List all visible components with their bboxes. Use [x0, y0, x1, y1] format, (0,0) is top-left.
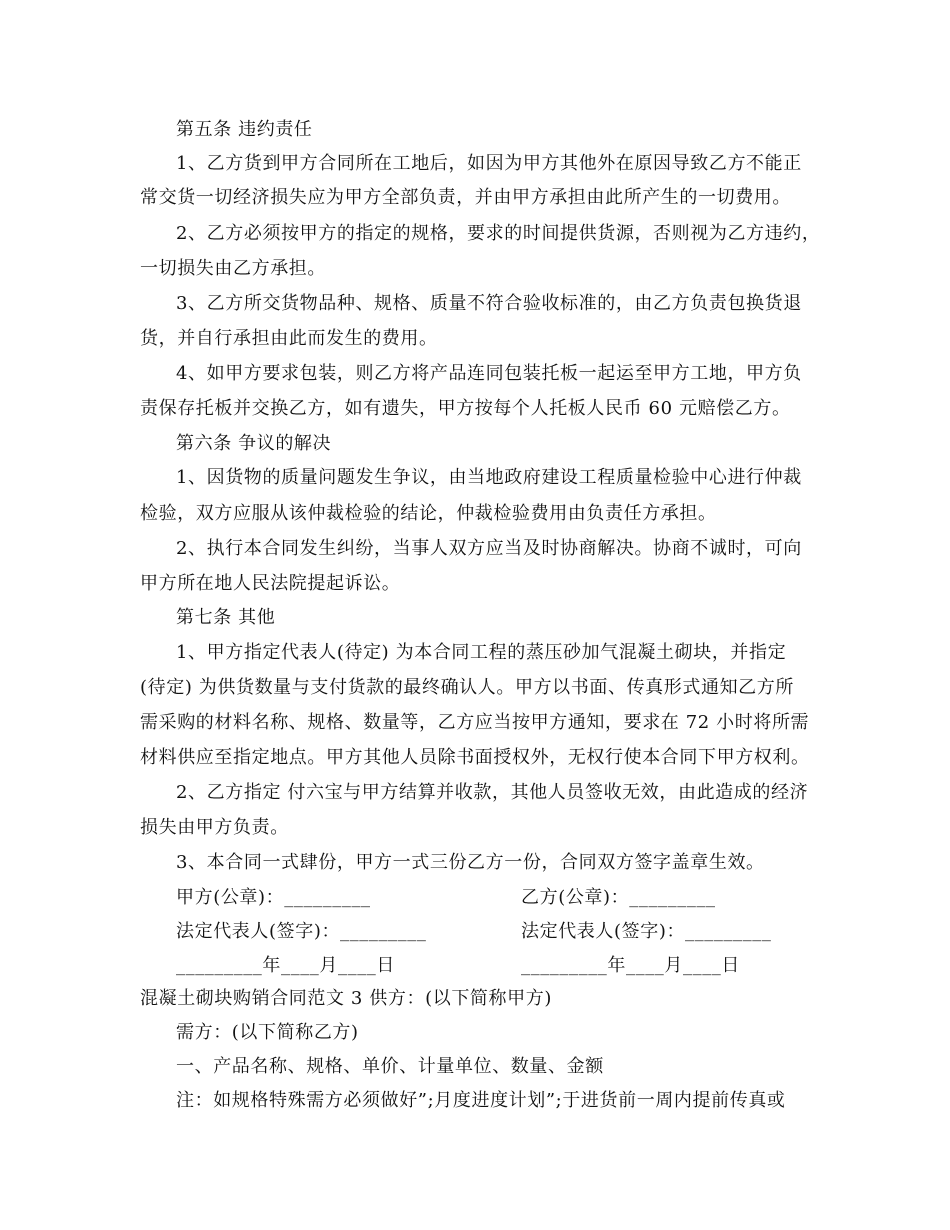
- paragraph-line: 一切损失由乙方承担。: [140, 258, 326, 279]
- party-b-date-field: _________年____月____日: [521, 955, 740, 976]
- party-a-seal-field: 甲方(公章)：_________: [176, 887, 371, 908]
- paragraph-line: 注：如规格特殊需方必须做好”;月度进度计划”;于进货前一周内提前传真或: [176, 1090, 786, 1111]
- paragraph-line: 需方：(以下简称乙方): [176, 1022, 359, 1043]
- paragraph-line: 2、乙方必须按甲方的指定的规格，要求的时间提供货源，否则视为乙方违约，: [176, 223, 820, 244]
- party-a-rep-field: 法定代表人(签字)：_________: [176, 921, 427, 942]
- paragraph-line: 甲方所在地人民法院提起诉讼。: [140, 573, 401, 594]
- paragraph-line: 3、乙方所交货物品种、规格、质量不符合验收标准的，由乙方负责包换货退: [176, 293, 802, 314]
- paragraph-line: 常交货一切经济损失应为甲方全部负责，并由甲方承担由此所产生的一切费用。: [140, 187, 791, 208]
- party-b-seal-field: 乙方(公章)：_________: [521, 887, 716, 908]
- article-5-heading: 第五条 违约责任: [176, 119, 313, 140]
- paragraph-line: 4、如甲方要求包装，则乙方将产品连同包装托板一起运至甲方工地，甲方负: [176, 363, 802, 384]
- paragraph-line: 检验，双方应服从该仲裁检验的结论，仲裁检验费用由负责任方承担。: [140, 503, 717, 524]
- paragraph-line: 1、乙方货到甲方合同所在工地后，如因为甲方其他外在原因导致乙方不能正: [176, 153, 802, 174]
- paragraph-line: 责保存托板并交换乙方，如有遗失，甲方按每个人托板人民币 60 元赔偿乙方。: [140, 398, 791, 419]
- section-heading: 一、产品名称、规格、单价、计量单位、数量、金额: [176, 1056, 604, 1077]
- paragraph-line: 损失由甲方负责。: [140, 817, 289, 838]
- paragraph-line: 3、本合同一式肆份，甲方一式三份乙方一份，合同双方签字盖章生效。: [176, 852, 765, 873]
- paragraph-line: (待定) 为供货数量与支付货款的最终确认人。甲方以书面、传真形式通知乙方所: [140, 677, 794, 698]
- paragraph-line: 需采购的材料名称、规格、数量等，乙方应当按甲方通知，要求在 72 小时将所需: [140, 712, 810, 733]
- next-contract-title-line: 混凝土砌块购销合同范文 3 供方：(以下简称甲方): [140, 988, 552, 1009]
- party-a-date-field: _________年____月____日: [176, 955, 395, 976]
- party-b-rep-field: 法定代表人(签字)：_________: [521, 921, 772, 942]
- article-6-heading: 第六条 争议的解决: [176, 433, 332, 454]
- paragraph-line: 材料供应至指定地点。甲方其他人员除书面授权外，无权行使本合同下甲方权利。: [140, 747, 810, 768]
- paragraph-line: 1、因货物的质量问题发生争议，由当地政府建设工程质量检验中心进行仲裁: [176, 467, 802, 488]
- paragraph-line: 2、乙方指定 付六宝与甲方结算并收款，其他人员签收无效，由此造成的经济: [176, 782, 809, 803]
- paragraph-line: 2、执行本合同发生纠纷，当事人双方应当及时协商解决。协商不诚时，可向: [176, 538, 802, 559]
- article-7-heading: 第七条 其他: [176, 607, 276, 628]
- paragraph-line: 货，并自行承担由此而发生的费用。: [140, 328, 438, 349]
- paragraph-line: 1、甲方指定代表人(待定) 为本合同工程的蒸压砂加气混凝土砌块，并指定: [176, 642, 787, 663]
